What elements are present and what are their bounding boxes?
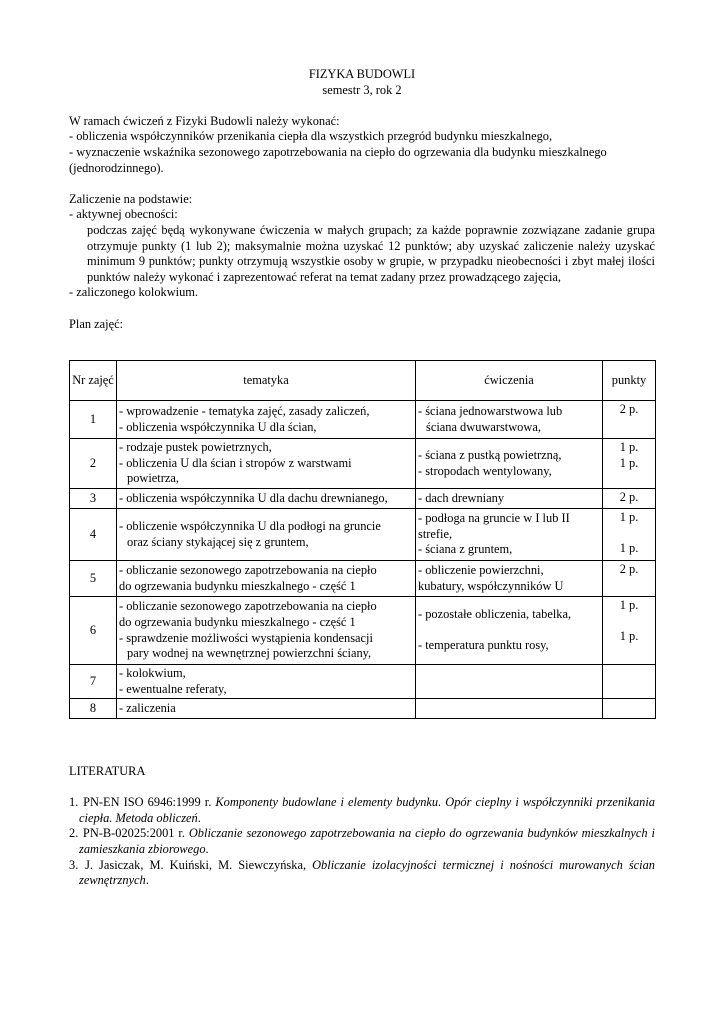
row-points: [603, 439, 656, 489]
header-topic: tematyka: [117, 361, 416, 401]
row-exercises-line: [418, 623, 600, 639]
row-topic: [117, 561, 416, 597]
row-topic-line: - kolokwium,: [119, 666, 186, 680]
row-topic: [117, 509, 416, 561]
literature-item-number: 2.: [69, 826, 79, 841]
credit-item-colloquium: - zaliczonego kolokwium.: [69, 285, 199, 300]
row-exercises-line: - pozostałe obliczenia, tabelka,: [418, 607, 572, 622]
row-topic: [117, 665, 416, 699]
row-exercises-line: - temperatura punktu rosy,: [418, 638, 549, 653]
row-exercises-line: - stropodach wentylowany,: [418, 463, 552, 478]
document-body: [69, 67, 655, 332]
row-topic-line: - obliczanie sezonowego zapotrzebowania na ciepło: [119, 599, 377, 614]
row-number: 6: [70, 597, 117, 665]
plan-row: [70, 509, 656, 561]
row-topic-line: - ewentualne referaty,: [119, 681, 227, 696]
page-subtitle: semestr 3, rok 2: [322, 82, 402, 97]
row-exercises: [416, 597, 603, 665]
header-nr: Nr zajęć: [70, 361, 117, 401]
row-points-line: [605, 614, 653, 630]
row-topic-line: do ogrzewania budynku mieszkalnego - część 1: [119, 614, 356, 629]
row-topic-line: oraz ściany stykającej się z gruntem,: [127, 534, 309, 549]
row-exercises-line: - obliczenie powierzchni,: [418, 562, 544, 577]
row-topic-line: do ogrzewania budynku mieszkalnego - część 1: [119, 578, 356, 593]
row-points-line: 1 p.: [619, 629, 639, 644]
row-topic-line: - zaliczenia: [119, 700, 176, 715]
row-exercises-line: - podłoga na gruncie w I lub II: [418, 511, 570, 526]
literature-item: 3. J. Jasiczak, M. Kuiński, M. Siewczyńska, Obliczanie izolacyjności termicznej i nośności murowanych ścian zewnętrznych.: [69, 857, 655, 888]
row-points-line: 1 p.: [619, 455, 639, 470]
credit-lead: Zaliczenie na podstawie:: [69, 191, 193, 206]
row-topic-line: - obliczenie współczynnika U dla podłogi na gruncie: [119, 518, 381, 533]
plan-row: [70, 561, 656, 597]
row-exercises-line: strefie,: [418, 526, 453, 541]
plan-label: Plan zajęć:: [69, 316, 124, 331]
row-points-line: [605, 526, 653, 542]
row-topic: [117, 489, 416, 509]
row-points: [603, 597, 656, 665]
credit-attendance-detail: podczas zajęć będą wykonywane ćwiczenia w małych grupach; za każde poprawnie zozwiązane zadanie grupa otrzymuje punkty (1 lub 2); maksymalnie można uzyskać 12 punktów; aby uzyskać zaliczenie należy uzyskać minimum 9 punktów; punkty otrzymują wszystkie osoby w grupie, w przypadku nieobecności i zbyt małej ilości punktów należy wykonać i zaprezentować referat na temat zadany przez prowadzącego zajęcia,: [87, 222, 655, 284]
plan-header-row: [70, 361, 656, 401]
row-topic-line: - obliczanie sezonowego zapotrzebowania na ciepło: [119, 562, 377, 577]
row-number: 2: [70, 439, 117, 489]
intro-item-1: - obliczenia współczynników przenikania ciepła dla wszystkich przegród budynku mieszkalnego,: [69, 129, 553, 144]
literature-item: 1. PN-EN ISO 6946:1999 r. Komponenty budowlane i elementy budynku. Opór cieplny i współczynniki przenikania ciepła. Metoda obliczeń.: [69, 795, 655, 825]
row-points-line: 1 p.: [619, 598, 639, 612]
row-exercises-line: ściana dwuwarstwowa,: [426, 419, 541, 434]
row-number: 4: [70, 509, 117, 561]
row-topic-line: - obliczenia współczynnika U dla dachu drewnianego,: [119, 490, 388, 505]
literature-item-title: Obliczanie sezonowego zapotrzebowania na ciepło do ogrzewania budynków mieszkalnych i zamieszkania zbiorowego: [79, 826, 655, 856]
row-points-line: 2 p.: [619, 490, 639, 504]
plan-table: [69, 360, 656, 719]
literature-item-title: Obliczanie izolacyjności termicznej i nośności murowanych ścian zewnętrznych: [79, 857, 655, 888]
row-topic-line: - wprowadzenie - tematyka zajęć, zasady zaliczeń,: [119, 403, 370, 418]
row-topic: [117, 597, 416, 665]
header-points: punkty: [603, 361, 656, 401]
row-points-line: 2 p.: [619, 562, 639, 576]
row-exercises: [416, 401, 603, 439]
literature-item-source: PN-B-02025:2001 r.: [82, 826, 189, 841]
row-exercises: [416, 665, 603, 699]
row-exercises-line: - dach drewniany: [418, 490, 505, 505]
row-points-line: 2 p.: [619, 402, 639, 416]
plan-row: [70, 401, 656, 439]
row-points: [603, 489, 656, 509]
header-exercises: ćwiczenia: [416, 361, 603, 401]
literature-list: [69, 795, 655, 889]
plan-row: [70, 665, 656, 699]
row-number: 1: [70, 401, 117, 439]
row-points-line: 1 p.: [619, 440, 639, 454]
row-topic-line: powietrza,: [127, 471, 179, 486]
row-topic: [117, 439, 416, 489]
credit-item-attendance: - aktywnej obecności:: [69, 207, 178, 222]
literature-item-title: Komponenty budowlane i elementy budynku. Opór cieplny i współczynniki przenikania ciepła. Metoda obliczeń: [79, 795, 655, 825]
row-points: [603, 665, 656, 699]
row-topic-line: - obliczenia U dla ścian i stropów z warstwami: [119, 455, 352, 470]
row-exercises: [416, 509, 603, 561]
row-exercises: [416, 561, 603, 597]
row-exercises-line: - ściana jednowarstwowa lub: [418, 403, 563, 418]
row-topic-line: - rodzaje pustek powietrznych,: [119, 440, 272, 455]
intro-lead: W ramach ćwiczeń z Fizyki Budowli należy wykonać:: [69, 113, 340, 128]
row-exercises-line: - ściana z pustką powietrzną,: [418, 447, 562, 462]
plan-table-body: [70, 401, 656, 719]
row-number: 8: [70, 699, 117, 719]
plan-row: [70, 597, 656, 665]
row-topic-line: - obliczenia współczynnika U dla ścian,: [119, 419, 317, 434]
row-exercises: [416, 439, 603, 489]
row-number: 5: [70, 561, 117, 597]
literature-heading: LITERATURA: [69, 764, 146, 778]
row-topic: [117, 401, 416, 439]
literature-item-source: PN-EN ISO 6946:1999 r.: [83, 795, 216, 810]
row-points-line: 1 p.: [619, 541, 639, 556]
row-exercises-line: - ściana z gruntem,: [418, 542, 513, 557]
literature-item-number: 3.: [69, 857, 79, 872]
literature-section: [69, 764, 655, 889]
row-exercises-line: kubatury, współczynników U: [418, 578, 564, 593]
row-points: [603, 401, 656, 439]
literature-item: 2. PN-B-02025:2001 r. Obliczanie sezonowego zapotrzebowania na ciepło do ogrzewania budynków mieszkalnych i zamieszkania zbiorowego.: [69, 826, 655, 856]
row-number: 7: [70, 665, 117, 699]
row-number: 3: [70, 489, 117, 509]
literature-item-source: J. Jasiczak, M. Kuiński, M. Siewczyńska,: [85, 857, 313, 872]
row-points: [603, 561, 656, 597]
intro-item-2: - wyznaczenie wskaźnika sezonowego zapotrzebowania na ciepło do ogrzewania dla budynku mieszkalnego (jednorodzinnego).: [69, 144, 607, 175]
page-title: FIZYKA BUDOWLI: [308, 67, 416, 81]
plan-row: [70, 439, 656, 489]
plan-row: [70, 699, 656, 719]
row-topic-line: - sprawdzenie możliwości wystąpienia kondensacji: [119, 630, 373, 645]
row-points-line: 1 p.: [619, 510, 639, 524]
plan-row: [70, 489, 656, 509]
row-points: [603, 699, 656, 719]
row-exercises: [416, 489, 603, 509]
row-points-line: [605, 578, 653, 594]
row-exercises: [416, 699, 603, 719]
literature-item-number: 1.: [69, 795, 79, 810]
row-topic: [117, 699, 416, 719]
row-topic-line: pary wodnej na wewnętrznej powierzchni ściany,: [127, 646, 372, 661]
row-points: [603, 509, 656, 561]
